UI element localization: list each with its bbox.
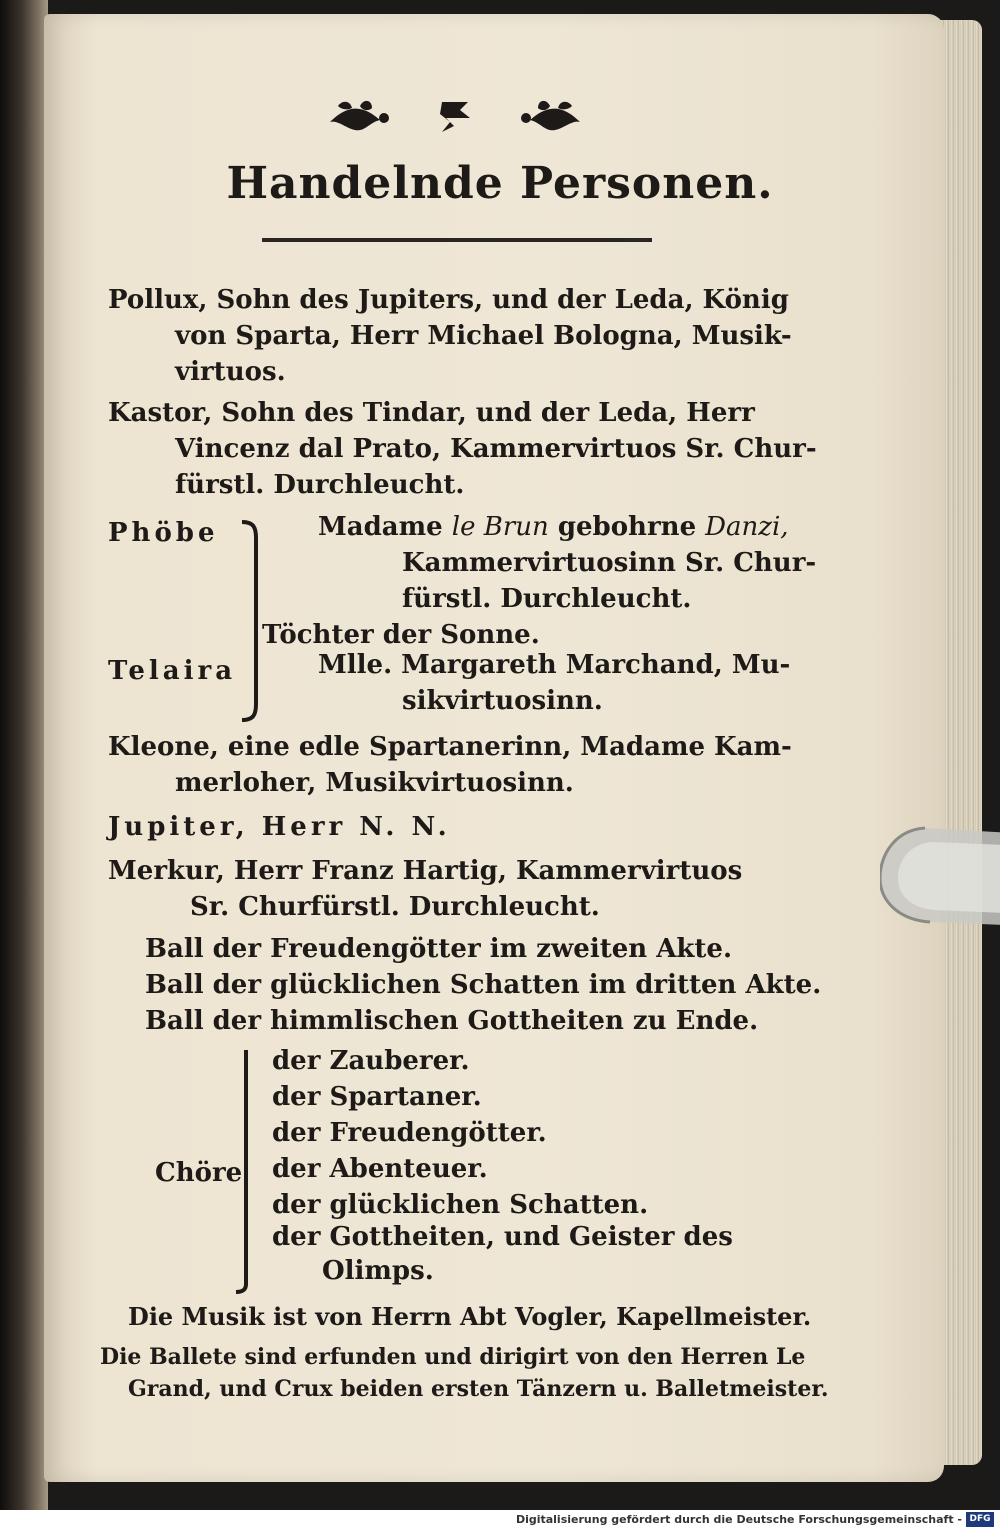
- choir-item-6: der Gottheiten, und Geister des: [272, 1222, 733, 1252]
- ball-line-2: Ball der glücklichen Schatten im dritten Akte.: [145, 970, 822, 1000]
- ball-line-1: Ball der Freudengötter im zweiten Akte.: [145, 934, 733, 964]
- entry-pollux-line2: von Sparta, Herr Michael Bologna, Musik-: [175, 321, 792, 351]
- choir-item-2: der Spartaner.: [272, 1082, 482, 1112]
- choir-item-5: der glücklichen Schatten.: [272, 1190, 649, 1220]
- title-rule: [262, 238, 652, 242]
- brace-phoebe-telaira: [236, 518, 266, 724]
- choirs-label: Chöre: [155, 1158, 243, 1188]
- book-spine: [0, 0, 48, 1510]
- entry-kleone-line2: merloher, Musikvirtuosinn.: [175, 768, 574, 798]
- choir-item-1: der Zauberer.: [272, 1046, 470, 1076]
- footer-text: Digitalisierung gefördert durch die Deutsche Forschungsgemeinschaft -: [515, 1513, 962, 1526]
- phoebe-actor-italic-name: le Brun: [451, 512, 549, 542]
- entry-phoebe-line2: Kammervirtuosinn Sr. Chur-: [402, 548, 817, 578]
- entry-jupiter-line1: Jupiter, Herr N. N.: [108, 812, 451, 842]
- entry-kastor-line3: fürstl. Durchleucht.: [175, 470, 465, 500]
- role-telaira: Telaira: [108, 656, 237, 686]
- ball-line-3: Ball der himmlischen Gottheiten zu Ende.: [145, 1006, 759, 1036]
- daughters-of-sun: Töchter der Sonne.: [262, 620, 540, 650]
- entry-telaira-line1: Mlle. Margareth Marchand, Mu-: [318, 650, 791, 680]
- music-note: Die Musik ist von Herrn Abt Vogler, Kapellmeister.: [128, 1302, 812, 1331]
- choir-item-4: der Abenteuer.: [272, 1154, 488, 1184]
- page-title: Handelnde Personen.: [226, 158, 774, 209]
- entry-merkur-line2: Sr. Churfürstl. Durchleucht.: [190, 892, 600, 922]
- entry-telaira-line2: sikvirtuosinn.: [402, 686, 603, 716]
- dfg-logo: DFG: [966, 1512, 994, 1527]
- ballet-note-line1: Die Ballete sind erfunden und dirigirt von den Herren Le: [100, 1344, 806, 1370]
- entry-merkur-line1: Merkur, Herr Franz Hartig, Kammervirtuos: [108, 856, 743, 886]
- entry-kastor-line1: Kastor, Sohn des Tindar, und der Leda, Herr: [108, 398, 755, 428]
- choir-item-7: Olimps.: [322, 1256, 434, 1286]
- entry-pollux-line3: virtuos.: [175, 357, 286, 387]
- phoebe-actor-italic-maiden: Danzi,: [705, 512, 789, 542]
- entry-phoebe-line3: fürstl. Durchleucht.: [402, 584, 692, 614]
- entry-pollux-line1: Pollux, Sohn des Jupiters, und der Leda, König: [108, 285, 789, 315]
- entry-kleone-line1: Kleone, eine edle Spartanerinn, Madame Kam-: [108, 732, 792, 762]
- phoebe-actor-prefix: Madame: [318, 512, 452, 542]
- entry-phoebe-line1: [318, 512, 789, 542]
- choir-item-3: der Freudengötter.: [272, 1118, 547, 1148]
- entry-kastor-line2: Vincenz dal Prato, Kammervirtuos Sr. Chur-: [175, 434, 817, 464]
- phoebe-actor-middle: gebohrne: [548, 512, 706, 542]
- ballet-note-line2: Grand, und Crux beiden ersten Tänzern u. Balletmeister.: [128, 1376, 829, 1402]
- role-phoebe: Phöbe: [108, 518, 219, 548]
- leaf-ornament-icon: [320, 92, 590, 142]
- brace-choirs: [234, 1048, 254, 1294]
- page-clip: [880, 820, 1000, 930]
